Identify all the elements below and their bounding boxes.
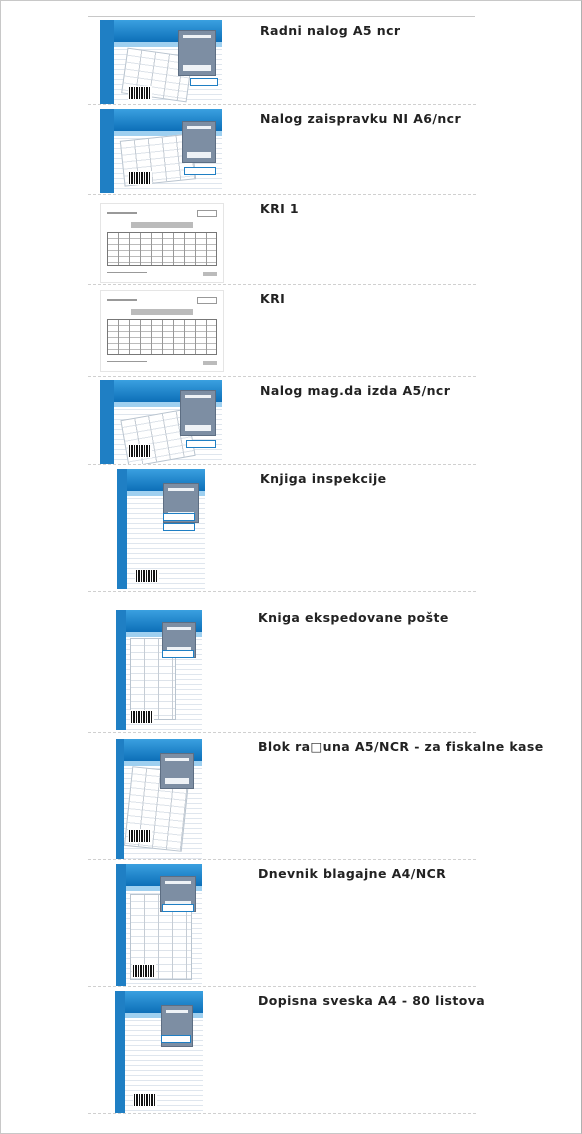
product-thumbnail[interactable] [100,380,222,464]
product-link[interactable]: Blok ra□una A5/NCR - za fiskalne kase [258,739,544,754]
product-thumbnail[interactable] [115,991,203,1113]
product-link[interactable]: KRI 1 [260,201,300,216]
product-title[interactable] [258,993,485,1008]
product-link[interactable]: Dnevnik blagajne A4/NCR [258,866,447,881]
product-item[interactable] [88,285,514,377]
product-link[interactable]: Kniga ekspedovane pošte [258,610,449,625]
product-item[interactable] [88,987,514,1114]
product-title[interactable] [260,111,461,126]
product-link[interactable]: Knjiga inspekcije [260,471,387,486]
product-item[interactable] [88,195,514,285]
product-item[interactable] [88,17,514,105]
product-link[interactable]: KRI [260,291,286,306]
product-link[interactable]: Nalog zaispravku NI A6/ncr [260,111,462,126]
product-thumbnail[interactable] [100,20,222,104]
product-title[interactable] [258,610,449,625]
product-thumbnail[interactable] [116,610,202,730]
product-thumbnail[interactable] [116,864,202,986]
product-title[interactable] [260,471,387,486]
product-link[interactable]: Nalog mag.da izda A5/ncr [260,383,451,398]
product-title[interactable] [260,201,299,216]
product-item[interactable] [88,733,544,860]
product-title[interactable] [258,739,544,754]
product-thumbnail[interactable] [117,469,205,589]
product-item[interactable] [88,860,514,987]
product-thumbnail[interactable] [116,739,202,859]
product-item[interactable] [88,105,514,195]
product-item[interactable] [88,377,514,465]
product-title[interactable] [260,23,400,38]
product-title[interactable] [260,383,450,398]
product-title[interactable] [260,291,285,306]
product-item[interactable] [88,465,514,592]
product-title[interactable] [258,866,446,881]
product-item[interactable] [88,592,514,733]
product-thumbnail[interactable] [100,109,222,193]
product-link[interactable]: Radni nalog A5 ncr [260,23,401,38]
product-thumbnail[interactable] [100,203,224,283]
item-divider [88,1113,476,1114]
product-thumbnail[interactable] [100,290,224,372]
product-link[interactable]: Dopisna sveska A4 - 80 listova [258,993,486,1008]
